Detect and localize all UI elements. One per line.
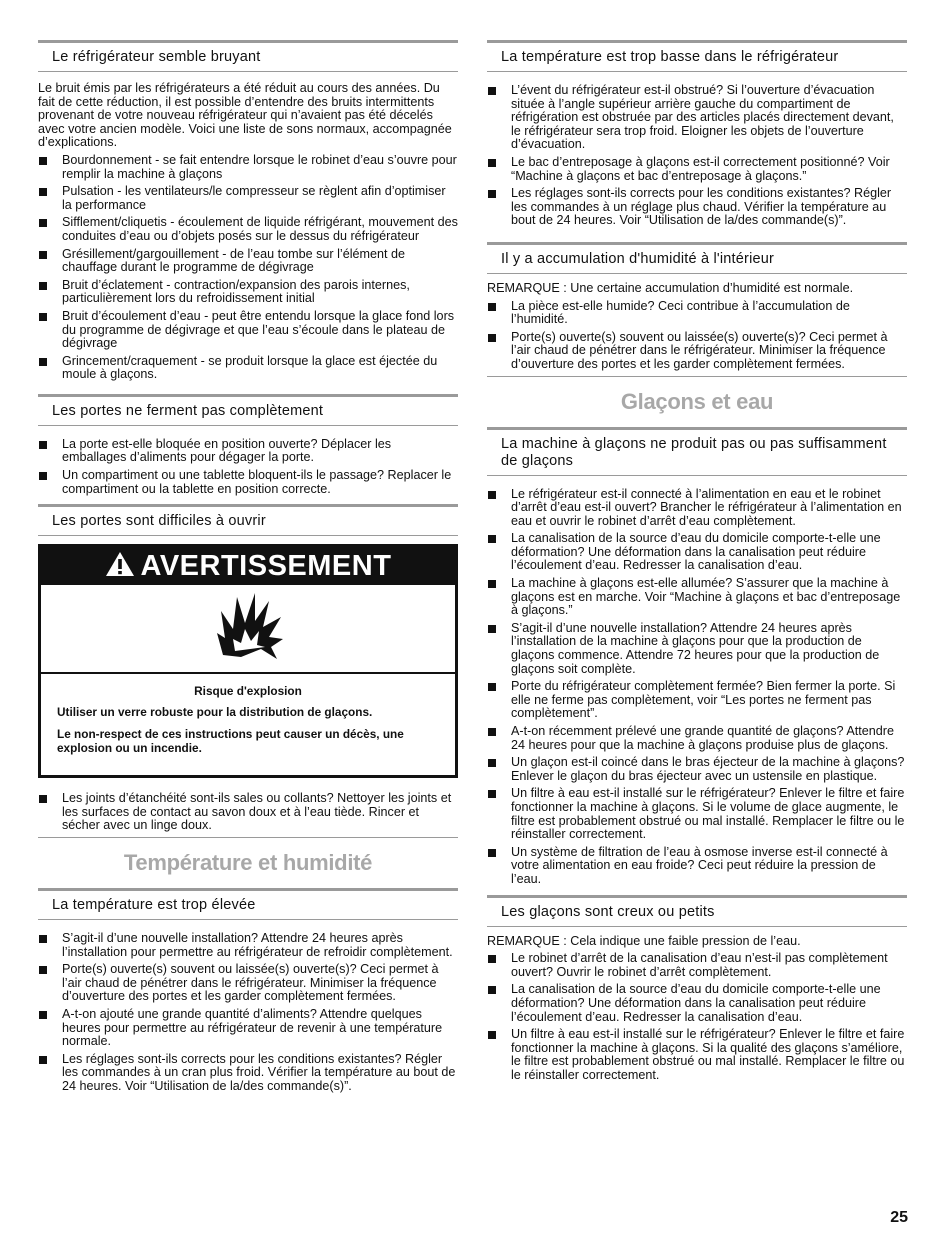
list-item: Les joints d’étanchéité sont-ils sales ou collants? Nettoyer les joints et les surfaces de contact au savon doux et à l’eau tiède. Rincer et sécher avec un linge doux. <box>38 792 458 833</box>
list-item: La pièce est-elle humide? Ceci contribue à l’accumulation de l’humidité. <box>487 300 907 327</box>
list-item: Grésillement/gargouillement - de l’eau tombe sur l’élément de chauffage durant le programme de dégivrage <box>38 248 458 275</box>
section-temp-high <box>38 888 458 1094</box>
list-item: Le robinet d’arrêt de la canalisation d’eau n’est-il pas complètement ouvert? Ouvrir le robinet d’arrêt complètement. <box>487 952 907 979</box>
subheading-humidity: Il y a accumulation d'humidité à l'intérieur <box>487 242 907 274</box>
warning-risk: Risque d'explosion <box>194 684 302 699</box>
warning-icon-area <box>41 585 455 674</box>
section-doors-close <box>38 394 458 496</box>
list-item: A-t-on récemment prélevé une grande quantité de glaçons? Attendre 24 heures pour que la machine à glaçons produise plus de glaçons. <box>487 725 907 752</box>
list-item: Les réglages sont-ils corrects pour les conditions existantes? Régler les commandes à un réglage plus chaud. Vérifier la température au bout de 24 heures. Voir “Utilisation de la/des commande(s)”. <box>487 187 907 228</box>
subheading-doors-open: Les portes sont difficiles à ouvrir <box>38 504 458 536</box>
list-item: Pulsation - les ventilateurs/le compresseur se règlent afin d’optimiser la performance <box>38 185 458 212</box>
noise-list <box>38 154 458 382</box>
section-humidity <box>487 242 907 372</box>
list-item: Les réglages sont-ils corrects pour les conditions existantes? Régler les commandes à un cran plus froid. Vérifier la température au bout de 24 heures. Voir “Utilisation de la/des commande(s)”. <box>38 1053 458 1094</box>
list-item: Porte(s) ouverte(s) souvent ou laissée(s) ouverte(s)? Ceci permet à l’air chaud de pénétrer dans le réfrigérateur. Minimiser la fréquence d’ouverture des portes et les garder complètement fermées. <box>487 331 907 372</box>
warning-text <box>41 674 455 775</box>
list-item: Un filtre à eau est-il installé sur le réfrigérateur? Enlever le filtre et faire fonctionner la machine à glaçons. Si la qualité des glaçons s’améliore, le filtre est probablement obstrué ou mal installé. Remplacer le filtre ou le réinstaller correctement. <box>487 1028 907 1082</box>
list-item: L’évent du réfrigérateur est-il obstrué? Si l’ouverture d’évacuation située à l’angle supérieur arrière gauche du compartiment de réfrigération est obstruée par des articles placés directement devant, le réfrigérateur sera trop froid. Eloigner les objets de l’ouverture d’évacuation. <box>487 84 907 152</box>
section-noise <box>38 40 458 382</box>
warning-triangle-icon <box>105 549 135 587</box>
hollow-ice-list <box>487 952 907 1082</box>
section-title-temperature: Température et humidité <box>38 837 458 888</box>
doors-close-list <box>38 438 458 496</box>
list-item: Le réfrigérateur est-il connecté à l’alimentation en eau et le robinet d’arrêt d’eau est-il ouvert? Brancher le réfrigérateur à l’alimentation en eau et ouvrir le robinet d’arrêt d’eau complètement. <box>487 488 907 529</box>
list-item: Porte(s) ouverte(s) souvent ou laissée(s) ouverte(s)? Ceci permet à l’air chaud de pénétrer dans le réfrigérateur. Minimiser la fréquence d’ouverture des portes et les garder complètement fermées. <box>38 963 458 1004</box>
list-item: Porte du réfrigérateur complètement fermée? Bien fermer la porte. Si elle ne ferme pas complètement, voir “Les portes ne ferment pas complètement”. <box>487 680 907 721</box>
section-temp-low <box>487 40 907 228</box>
temp-low-list <box>487 84 907 228</box>
list-item: Un filtre à eau est-il installé sur le réfrigérateur? Enlever le filtre et faire fonctionner la machine à glaçons. Si le volume de glace augmente, le filtre est probablement obstrué ou mal installé. Remplacer le filtre ou le réinstaller correctement. <box>487 787 907 841</box>
list-item: Un système de filtration de l’eau à osmose inverse est-il connecté à votre alimentation en eau froide? Ceci peut réduire la pression de l’eau. <box>487 846 907 887</box>
list-item: Grincement/craquement - se produit lorsque la glace est éjectée du moule à glaçons. <box>38 355 458 382</box>
warning-line-2: Le non-respect de ces instructions peut causer un décès, une explosion ou un incendie. <box>57 727 404 756</box>
list-item: Un glaçon est-il coincé dans le bras éjecteur de la machine à glaçons? Enlever le glaçon du bras éjecteur avec un ustensile en plastique. <box>487 756 907 783</box>
humidity-list <box>487 300 907 372</box>
list-item: A-t-on ajouté une grande quantité d’aliments? Attendre quelques heures pour permettre au réfrigérateur de revenir à une température normale. <box>38 1008 458 1049</box>
section-hollow-ice <box>487 895 907 1083</box>
left-column <box>38 40 458 1098</box>
hollow-ice-note: REMARQUE : Cela indique une faible pression de l’eau. <box>487 933 801 948</box>
list-item: Bourdonnement - se fait entendre lorsque le robinet d’eau s’ouvre pour remplir la machine à glaçons <box>38 154 458 181</box>
list-item: S’agit-il d’une nouvelle installation? Attendre 24 heures après l’installation de la machine à glaçons pour que la production de glaçons commence. Attendre 72 heures pour que la production de glaçons soit complète. <box>487 622 907 676</box>
subheading-temp-low: La température est trop basse dans le réfrigérateur <box>487 40 907 72</box>
list-item: La porte est-elle bloquée en position ouverte? Déplacer les emballages d’aliments pour dégager la porte. <box>38 438 458 465</box>
list-item: S’agit-il d’une nouvelle installation? Attendre 24 heures après l’installation pour permettre au réfrigérateur de refroidir complètement. <box>38 932 458 959</box>
subheading-temp-high: La température est trop élevée <box>38 888 458 920</box>
list-item: La canalisation de la source d’eau du domicile comporte-t-elle une déformation? Une déformation dans la canalisation peut réduire l’écoulement d’eau. Redresser la canalisation d’eau. <box>487 983 907 1024</box>
subheading-noise: Le réfrigérateur semble bruyant <box>38 40 458 72</box>
list-item: Sifflement/cliquetis - écoulement de liquide réfrigérant, mouvement des conduites d’eau ou d’objets posés sur le dessus du réfrigérateur <box>38 216 458 243</box>
doors-open-list <box>38 792 458 833</box>
humidity-note: REMARQUE : Une certaine accumulation d’humidité est normale. <box>487 280 854 295</box>
ice-maker-list <box>487 488 907 887</box>
right-column <box>487 40 907 1086</box>
list-item: Bruit d’écoulement d’eau - peut être entendu lorsque la glace fond lors du programme de dégivrage et que l’eau s’écoule dans le plateau de dégivrage <box>38 310 458 351</box>
section-ice-maker <box>487 427 907 887</box>
section-title-ice: Glaçons et eau <box>487 376 907 427</box>
list-item: Un compartiment ou une tablette bloquent-ils le passage? Replacer le compartiment ou la tablette en position correcte. <box>38 469 458 496</box>
subheading-ice-maker: La machine à glaçons ne produit pas ou pas suffisamment de glaçons <box>487 427 907 476</box>
noise-intro: Le bruit émis par les réfrigérateurs a été réduit au cours des années. Du fait de cette réduction, il est possible d’entendre des bruits intermittents provenant de votre nouveau réfrigérateur qui n’avaient pas été décelés avec votre ancien modèle. Voici une liste de sons normaux, accompagnée d’explications. <box>38 81 452 150</box>
subheading-doors-close: Les portes ne ferment pas complètement <box>38 394 458 426</box>
list-item: La canalisation de la source d’eau du domicile comporte-t-elle une déformation? Une déformation dans la canalisation peut réduire l’écoulement d’eau. Redresser la canalisation d’eau. <box>487 532 907 573</box>
temp-high-list <box>38 932 458 1094</box>
warning-line-1: Utiliser un verre robuste pour la distribution de glaçons. <box>57 705 373 720</box>
explosion-icon <box>211 591 285 666</box>
section-doors-open <box>38 504 458 833</box>
warning-header <box>41 547 455 585</box>
page-number: 25 <box>890 1209 908 1226</box>
warning-title: AVERTISSEMENT <box>140 550 392 583</box>
list-item: La machine à glaçons est-elle allumée? S’assurer que la machine à glaçons est en marche. Voir “Machine à glaçons et bac d’entreposage à glaçons.” <box>487 577 907 618</box>
list-item: Le bac d’entreposage à glaçons est-il correctement positionné? Voir “Machine à glaçons et bac d’entreposage à glaçons.” <box>487 156 907 183</box>
list-item: Bruit d’éclatement - contraction/expansion des parois internes, particulièrement lors du refroidissement initial <box>38 279 458 306</box>
subheading-hollow-ice: Les glaçons sont creux ou petits <box>487 895 907 927</box>
warning-box <box>38 544 458 778</box>
